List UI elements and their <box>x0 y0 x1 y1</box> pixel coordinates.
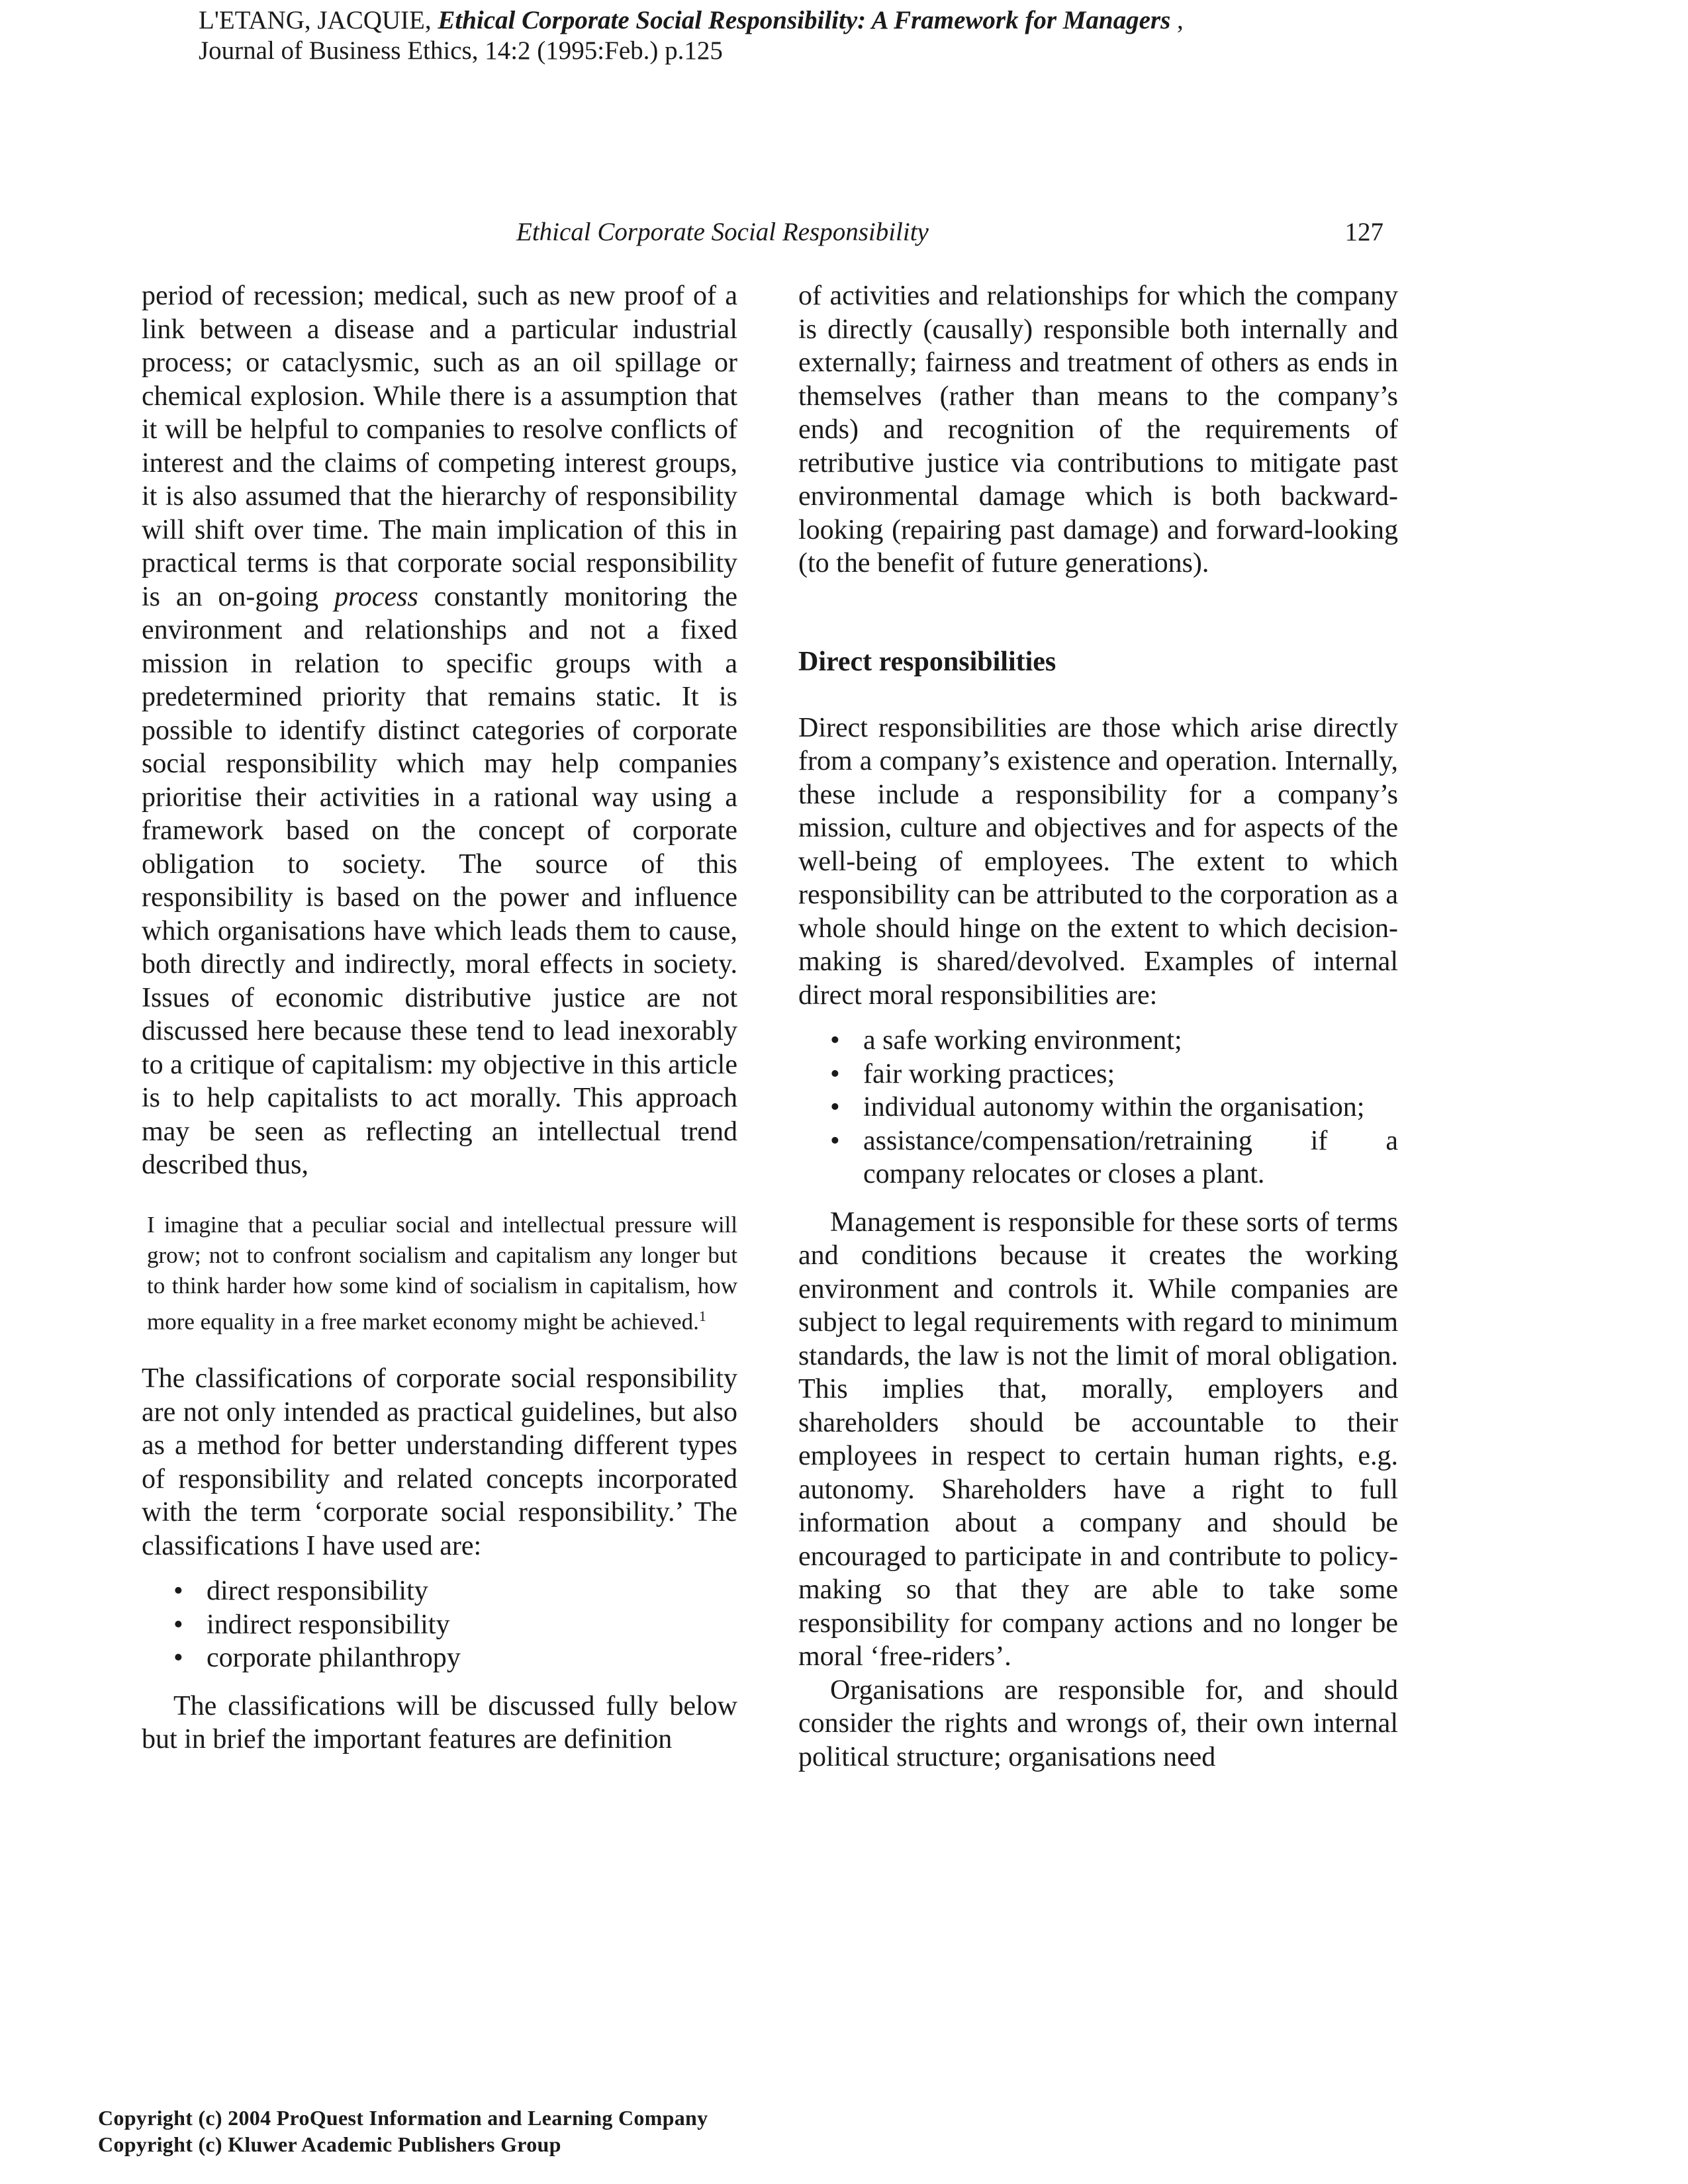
citation-title: Ethical Corporate Social Responsibility: A Framework for Managers <box>438 6 1171 34</box>
running-head-title: Ethical Corporate Social Responsibility <box>516 218 929 246</box>
footnote-marker: 1 <box>698 1307 706 1324</box>
left-column <box>142 279 737 1756</box>
list-item: • individual autonomy within the organisation; <box>830 1091 1398 1124</box>
citation-title-suffix: , <box>1170 6 1184 34</box>
right-paragraph-4: Organisations are responsible for, and should consider the rights and wrongs of, their own internal political structure; organisations need <box>798 1674 1398 1772</box>
running-head <box>503 217 1383 254</box>
list-item: • assistance/compensation/retraining if a company relocates or closes a plant. <box>830 1124 1398 1191</box>
left-paragraph-1-part-b: constantly monitoring the environment and relationships and not a fixed mission in relation to specific groups with a predetermined priority that remains static. It is possible to identify distinct categories of corporate social responsibility which may help companies prioritise their activities in a rational way using a framework based on the concept of corporate obligation to society. The source of this responsibility is based on the power and influence which organisations have which leads them to cause, both directly and indirectly, moral effects in society. Issues of economic distributive justice are not discussed here because these tend to lead inexorably to a critique of capitalism: my objective in this article is to help capitalists to act morally. This approach may be seen as reflecting an intellectual trend described thus, <box>142 581 737 1180</box>
citation-author: L'ETANG, JACQUIE, <box>199 6 438 34</box>
section-heading: Direct responsibilities <box>798 646 1056 677</box>
right-paragraph-1: of activities and relationships for which the company is directly (causally) responsible both internally and externally; fairness and treatment of others as ends in themselves (rather than means to the company’s ends) and recognition of the requirements of retributive justice via contributions to mitigate past environmental damage which is both backward-looking (repairing past damage) and forward-looking (to the benefit of future generations). <box>798 281 1398 578</box>
copyright-line-1: Copyright (c) 2004 ProQuest Information and Learning Company <box>98 2106 708 2130</box>
left-paragraph-3: The classifications will be discussed fully below but in brief the important features are definition <box>142 1690 737 1755</box>
citation-source: Journal of Business Ethics, 14:2 (1995:Feb.) p.125 <box>199 36 723 65</box>
list-item: • direct responsibility <box>173 1574 737 1608</box>
emphasis-process: process <box>334 581 418 612</box>
block-quote-text: I imagine that a peculiar social and intellectual pressure will grow; not to confront socialism and capitalism any longer but to think harder how some kind of socialism in capitalism, how more equality in a free market economy might be achieved. <box>147 1211 737 1335</box>
examples-list <box>798 1024 1398 1191</box>
right-paragraph-3: Management is responsible for these sorts of terms and conditions because it creates the working environment and controls it. While companies are subject to legal requirements with regard to minimum standards, the law is not the limit of moral obligation. This implies that, morally, employers and shareholders should be accountable to their employees in respect to certain human rights, e.g. autonomy. Shareholders have a right to full information about a company and should be encouraged to participate in and contribute to policy-making so that they are able to take some responsibility for company actions and no longer be moral ‘free-riders’. <box>798 1206 1398 1672</box>
classification-list <box>142 1574 737 1675</box>
copyright-footer <box>98 2105 708 2158</box>
left-paragraph-2: The classifications of corporate social responsibility are not only intended as practical guidelines, but also as a method for better understanding different types of responsibility and related concepts incorporated with the term ‘corporate social responsibility.’ The classifications I have used are: <box>142 1363 737 1561</box>
page-number: 127 <box>1344 218 1383 246</box>
block-quote <box>142 1210 737 1338</box>
citation-header <box>199 5 1184 66</box>
list-item: • corporate philanthropy <box>173 1641 737 1675</box>
list-item: • indirect responsibility <box>173 1608 737 1642</box>
left-paragraph-1-part-a: period of recession; medical, such as new proof of a link between a disease and a particular industrial process; or cataclysmic, such as an oil spillage or chemical explosion. While there is a assumption that it will be helpful to companies to resolve conflicts of interest and the claims of competing interest groups, it is also assumed that the hierarchy of responsibility will shift over time. The main implication of this in practical terms is that corporate social responsibility is an on-going <box>142 281 737 612</box>
left-paragraph-1 <box>142 279 737 1182</box>
right-paragraph-2: Direct responsibilities are those which arise directly from a company’s existence and operation. Internally, these include a responsibility for a company’s mission, culture and objectives and for aspects of the well-being of employees. The extent to which responsibility can be attributed to the corporation as a whole should hinge on the extent to which decision-making is shared/devolved. Examples of internal direct moral responsibilities are: <box>798 712 1398 1011</box>
list-item: • fair working practices; <box>830 1058 1398 1091</box>
right-column <box>798 279 1398 1774</box>
citation-line-1 <box>199 5 1184 36</box>
copyright-line-2: Copyright (c) Kluwer Academic Publishers Group <box>98 2132 561 2156</box>
list-item: • a safe working environment; <box>830 1024 1398 1058</box>
